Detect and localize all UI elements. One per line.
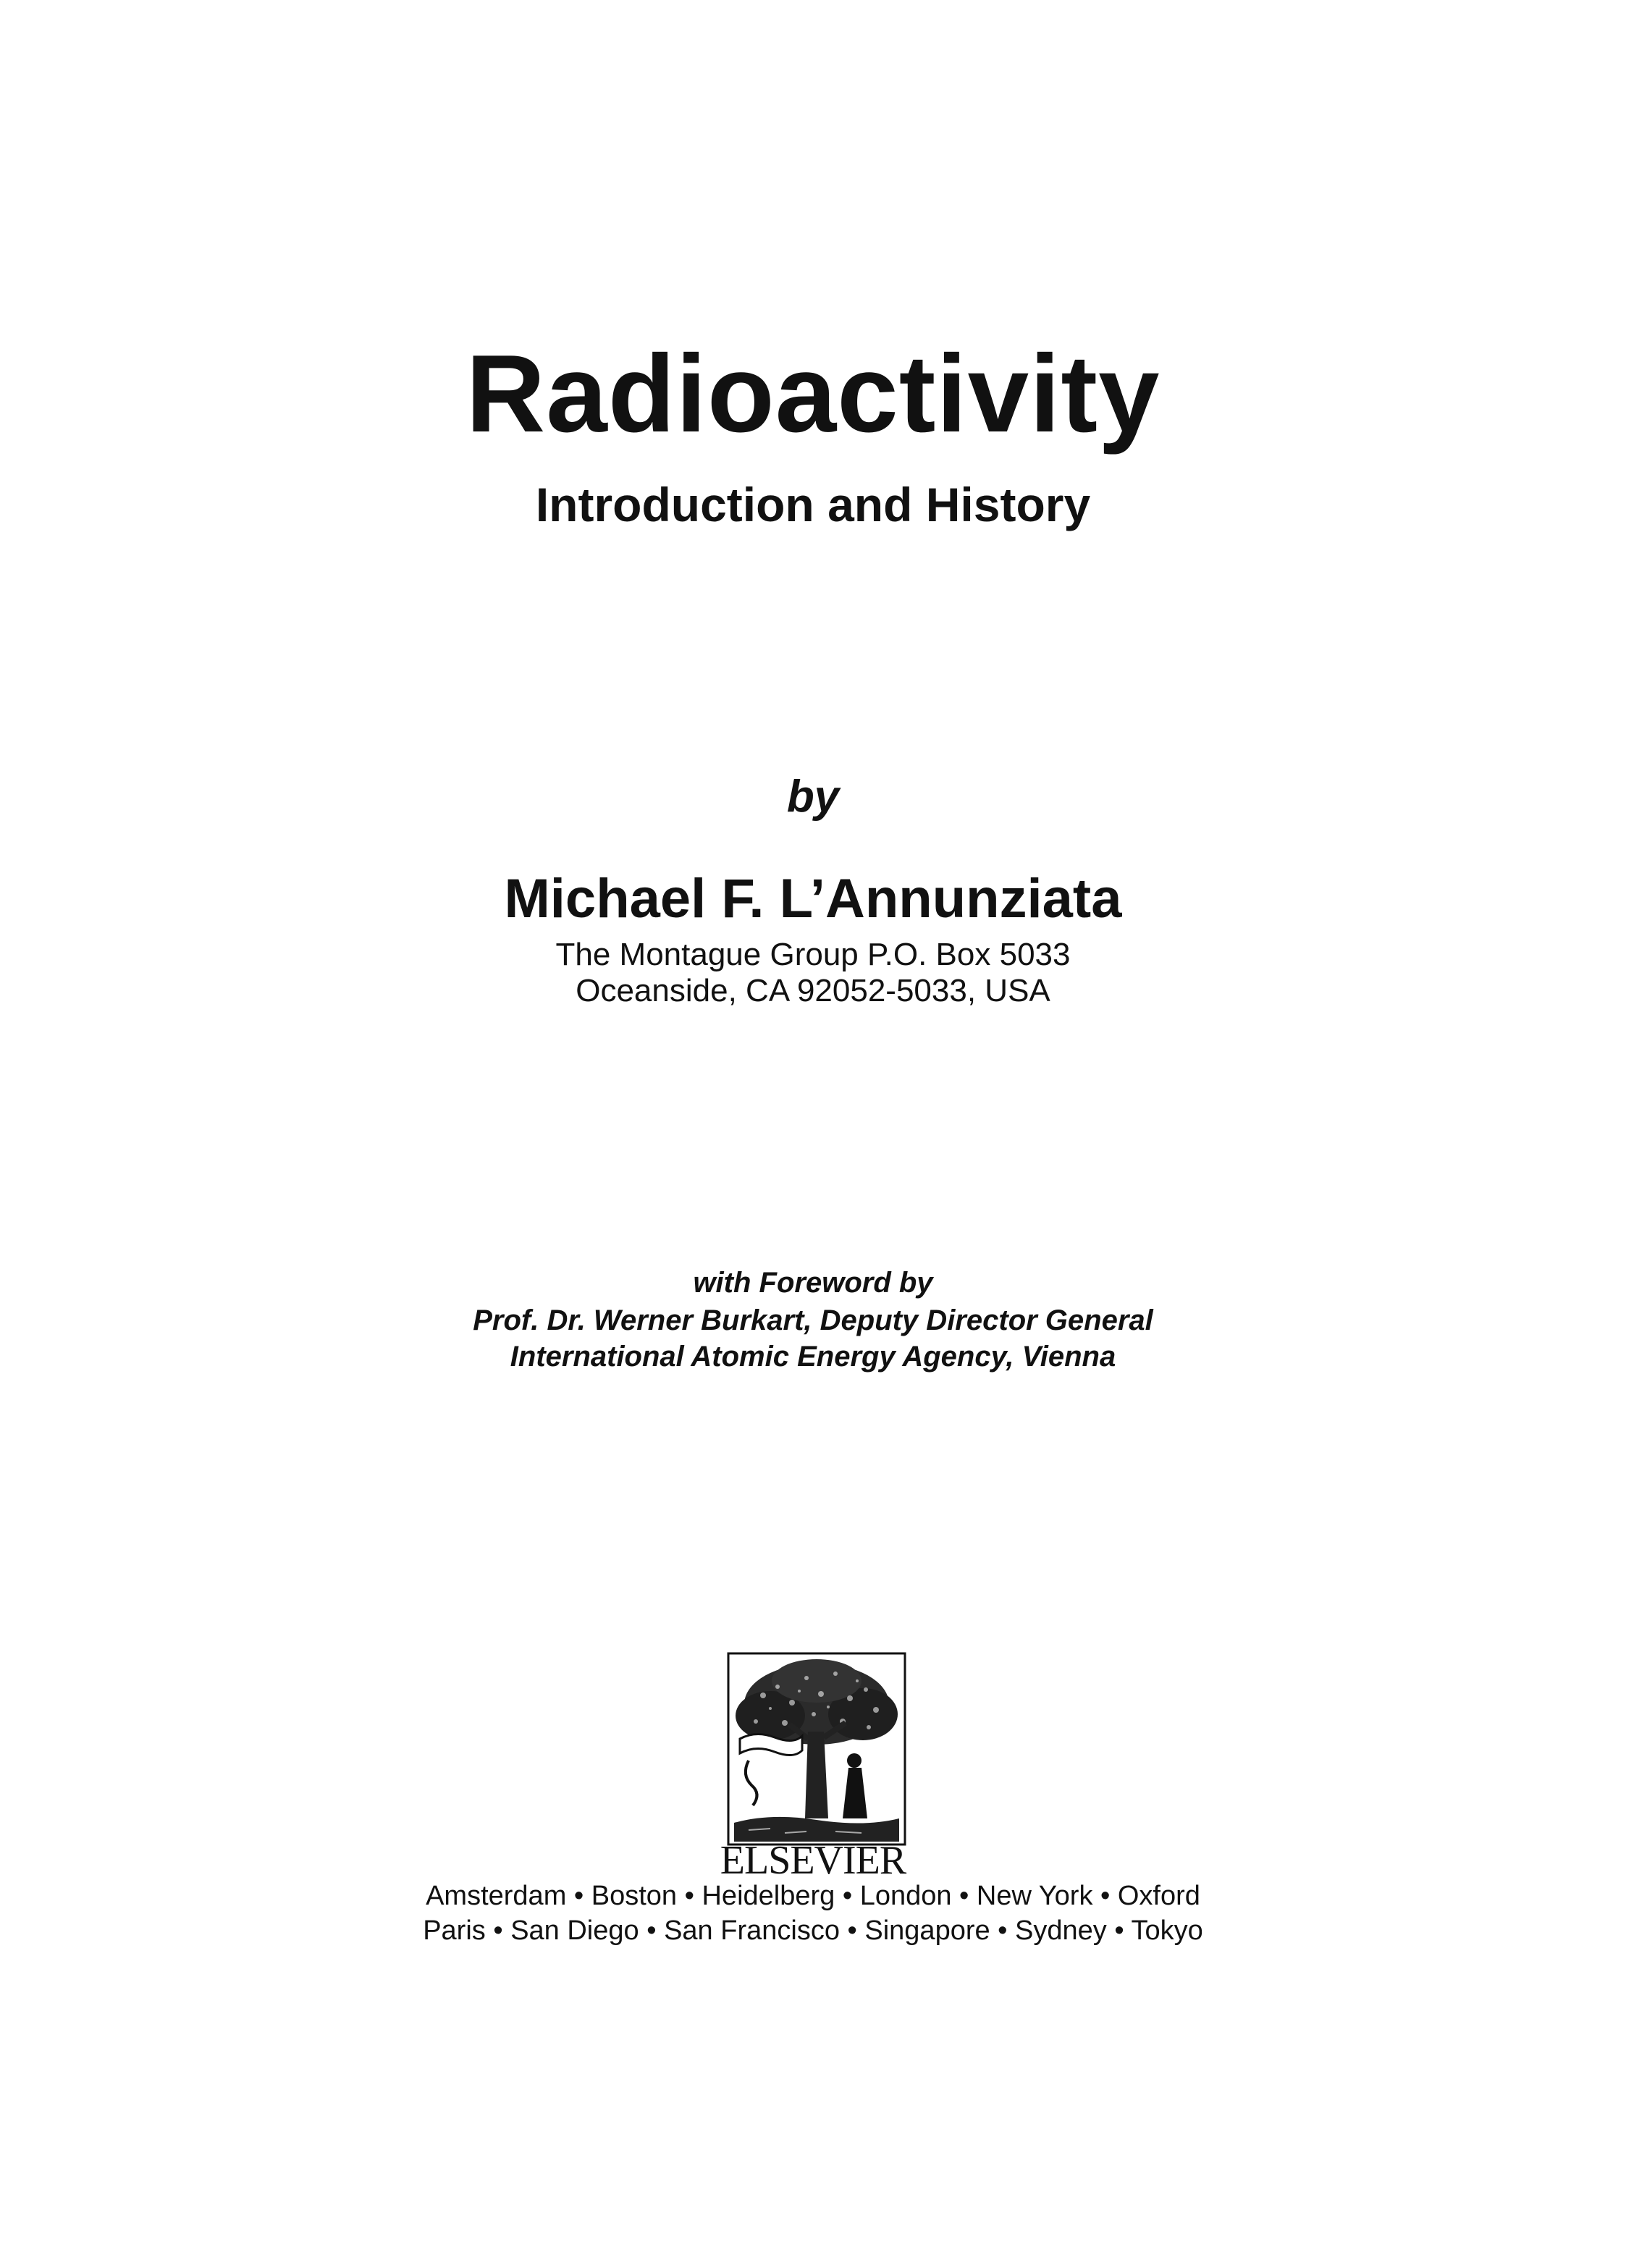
author-address-line1: The Montague Group P.O. Box 5033 [555,937,1071,972]
author-address-line2: Oceanside, CA 92052-5033, USA [576,973,1050,1008]
publisher-name: ELSEVIER [720,1838,906,1883]
elsevier-tree-icon [727,1652,906,1846]
foreword-line1: with Foreword by [693,1267,933,1299]
book-title: Radioactivity [466,332,1160,455]
foreword-line3: International Atomic Energy Agency, Vienna [510,1341,1116,1373]
author-name: Michael F. L’Annunziata [504,868,1122,929]
foreword-line2: Prof. Dr. Werner Burkart, Deputy Director General [473,1304,1153,1336]
publisher-cities-line2: Paris • San Diego • San Francisco • Singapore • Sydney • Tokyo [423,1915,1203,1946]
by-label: by [786,772,840,822]
book-subtitle: Introduction and History [535,478,1091,531]
publisher-cities-line1: Amsterdam • Boston • Heidelberg • London • New York • Oxford [426,1881,1200,1911]
